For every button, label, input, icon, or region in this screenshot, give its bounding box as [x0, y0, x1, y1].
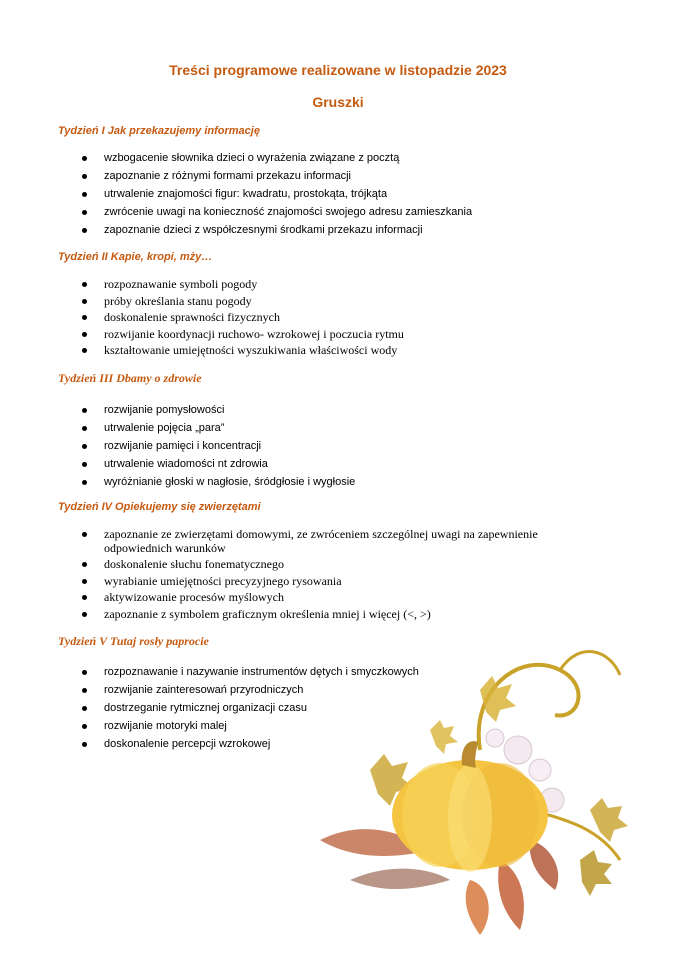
list-item: utrwalenie pojęcia „para”	[58, 421, 578, 439]
leaf-icon	[498, 860, 524, 930]
list-item: doskonalenie słuchu fonematycznego	[58, 557, 578, 574]
list-item: utrwalenie znajomości figur: kwadratu, prostokąta, trójkąta	[58, 187, 578, 205]
pumpkin-segment-icon	[448, 764, 492, 872]
list-item: doskonalenie percepcji wzrokowej	[58, 737, 578, 755]
list-item: rozpoznawanie symboli pogody	[58, 277, 578, 294]
bullet-icon	[82, 688, 87, 693]
list-item: doskonalenie sprawności fizycznych	[58, 310, 578, 327]
list-item: zwrócenie uwagi na konieczność znajomości swojego adresu zamieszkania	[58, 205, 578, 223]
leaf-icon	[466, 880, 489, 935]
week-4-list	[58, 527, 578, 623]
list-item: wzbogacenie słownika dzieci o wyrażenia związane z pocztą	[58, 151, 578, 169]
bullet-icon	[82, 210, 87, 215]
week-1-list	[58, 151, 578, 241]
vine-icon	[560, 651, 620, 675]
list-item: zapoznanie dzieci z współczesnymi środkami przekazu informacji	[58, 223, 578, 241]
list-item: rozwijanie koordynacji ruchowo- wzrokowej i poczucia rytmu	[58, 327, 578, 344]
list-item: rozwijanie motoryki malej	[58, 719, 578, 737]
bullet-icon	[82, 742, 87, 747]
bullet-icon	[82, 480, 87, 485]
bullet-icon	[82, 192, 87, 197]
list-item: zapoznanie z symbolem graficznym określenia mniej i więcej (<, >)	[58, 607, 578, 624]
bullet-icon	[82, 332, 87, 337]
list-item: rozwijanie pomysłowości	[58, 403, 578, 421]
bullet-icon	[82, 299, 87, 304]
bullet-icon	[82, 408, 87, 413]
leaf-icon	[350, 869, 450, 889]
bullet-icon	[82, 282, 87, 287]
group-name: Gruszki	[312, 94, 364, 110]
bullet-icon	[82, 444, 87, 449]
bullet-icon	[82, 562, 87, 567]
list-item: wyróżnianie głoski w nagłosie, śródgłosie i wygłosie	[58, 475, 578, 493]
list-item: zapoznanie z różnymi formami przekazu informacji	[58, 169, 578, 187]
list-item: aktywizowanie procesów myślowych	[58, 590, 578, 607]
bullet-icon	[82, 579, 87, 584]
list-item: kształtowanie umiejętności wyszukiwania właściwości wody	[58, 343, 578, 360]
week-5-heading: Tydzień V Tutaj rosły paprocie	[58, 634, 209, 648]
list-item: utrwalenie wiadomości nt zdrowia	[58, 457, 578, 475]
bullet-icon	[82, 612, 87, 617]
page-title: Treści programowe realizowane w listopadzie 2023	[169, 62, 507, 78]
bullet-icon	[82, 462, 87, 467]
flower-icon	[504, 736, 532, 764]
week-1-heading: Tydzień I Jak przekazujemy informację	[58, 125, 260, 137]
week-3-list	[58, 403, 578, 493]
bullet-icon	[82, 156, 87, 161]
list-item: rozwijanie zainteresowań przyrodniczych	[58, 683, 578, 701]
bullet-icon	[82, 228, 87, 233]
bullet-icon	[82, 595, 87, 600]
week-2-list	[58, 277, 578, 360]
list-item: wyrabianie umiejętności precyzyjnego rysowania	[58, 574, 578, 591]
list-item: próby określania stanu pogody	[58, 294, 578, 311]
week-2-heading: Tydzień II Kapie, kropi, mży…	[58, 251, 213, 263]
list-item: zapoznanie ze zwierzętami domowymi, ze zwróceniem szczególnej uwagi na zapewnienie odpowiednich warunków	[58, 527, 578, 557]
bullet-icon	[82, 426, 87, 431]
flower-icon	[529, 759, 551, 781]
bullet-icon	[82, 348, 87, 353]
leaf-icon	[530, 840, 559, 890]
bullet-icon	[82, 174, 87, 179]
leaf-icon	[580, 850, 612, 896]
pumpkin-with-leaves-and-flowers-icon	[290, 630, 660, 950]
bullet-icon	[82, 315, 87, 320]
bullet-icon	[82, 706, 87, 711]
bullet-icon	[82, 724, 87, 729]
bullet-icon	[82, 670, 87, 675]
list-item: rozpoznawanie i nazywanie instrumentów dętych i smyczkowych	[58, 665, 578, 683]
flower-icon	[486, 729, 504, 747]
list-item: dostrzeganie rytmicznej organizacji czasu	[58, 701, 578, 719]
leaf-icon	[430, 720, 458, 754]
week-3-heading: Tydzień III Dbamy o zdrowie	[58, 371, 202, 385]
week-4-heading: Tydzień IV Opiekujemy się zwierzętami	[58, 501, 261, 513]
bullet-icon	[82, 532, 87, 537]
list-item: rozwijanie pamięci i koncentracji	[58, 439, 578, 457]
